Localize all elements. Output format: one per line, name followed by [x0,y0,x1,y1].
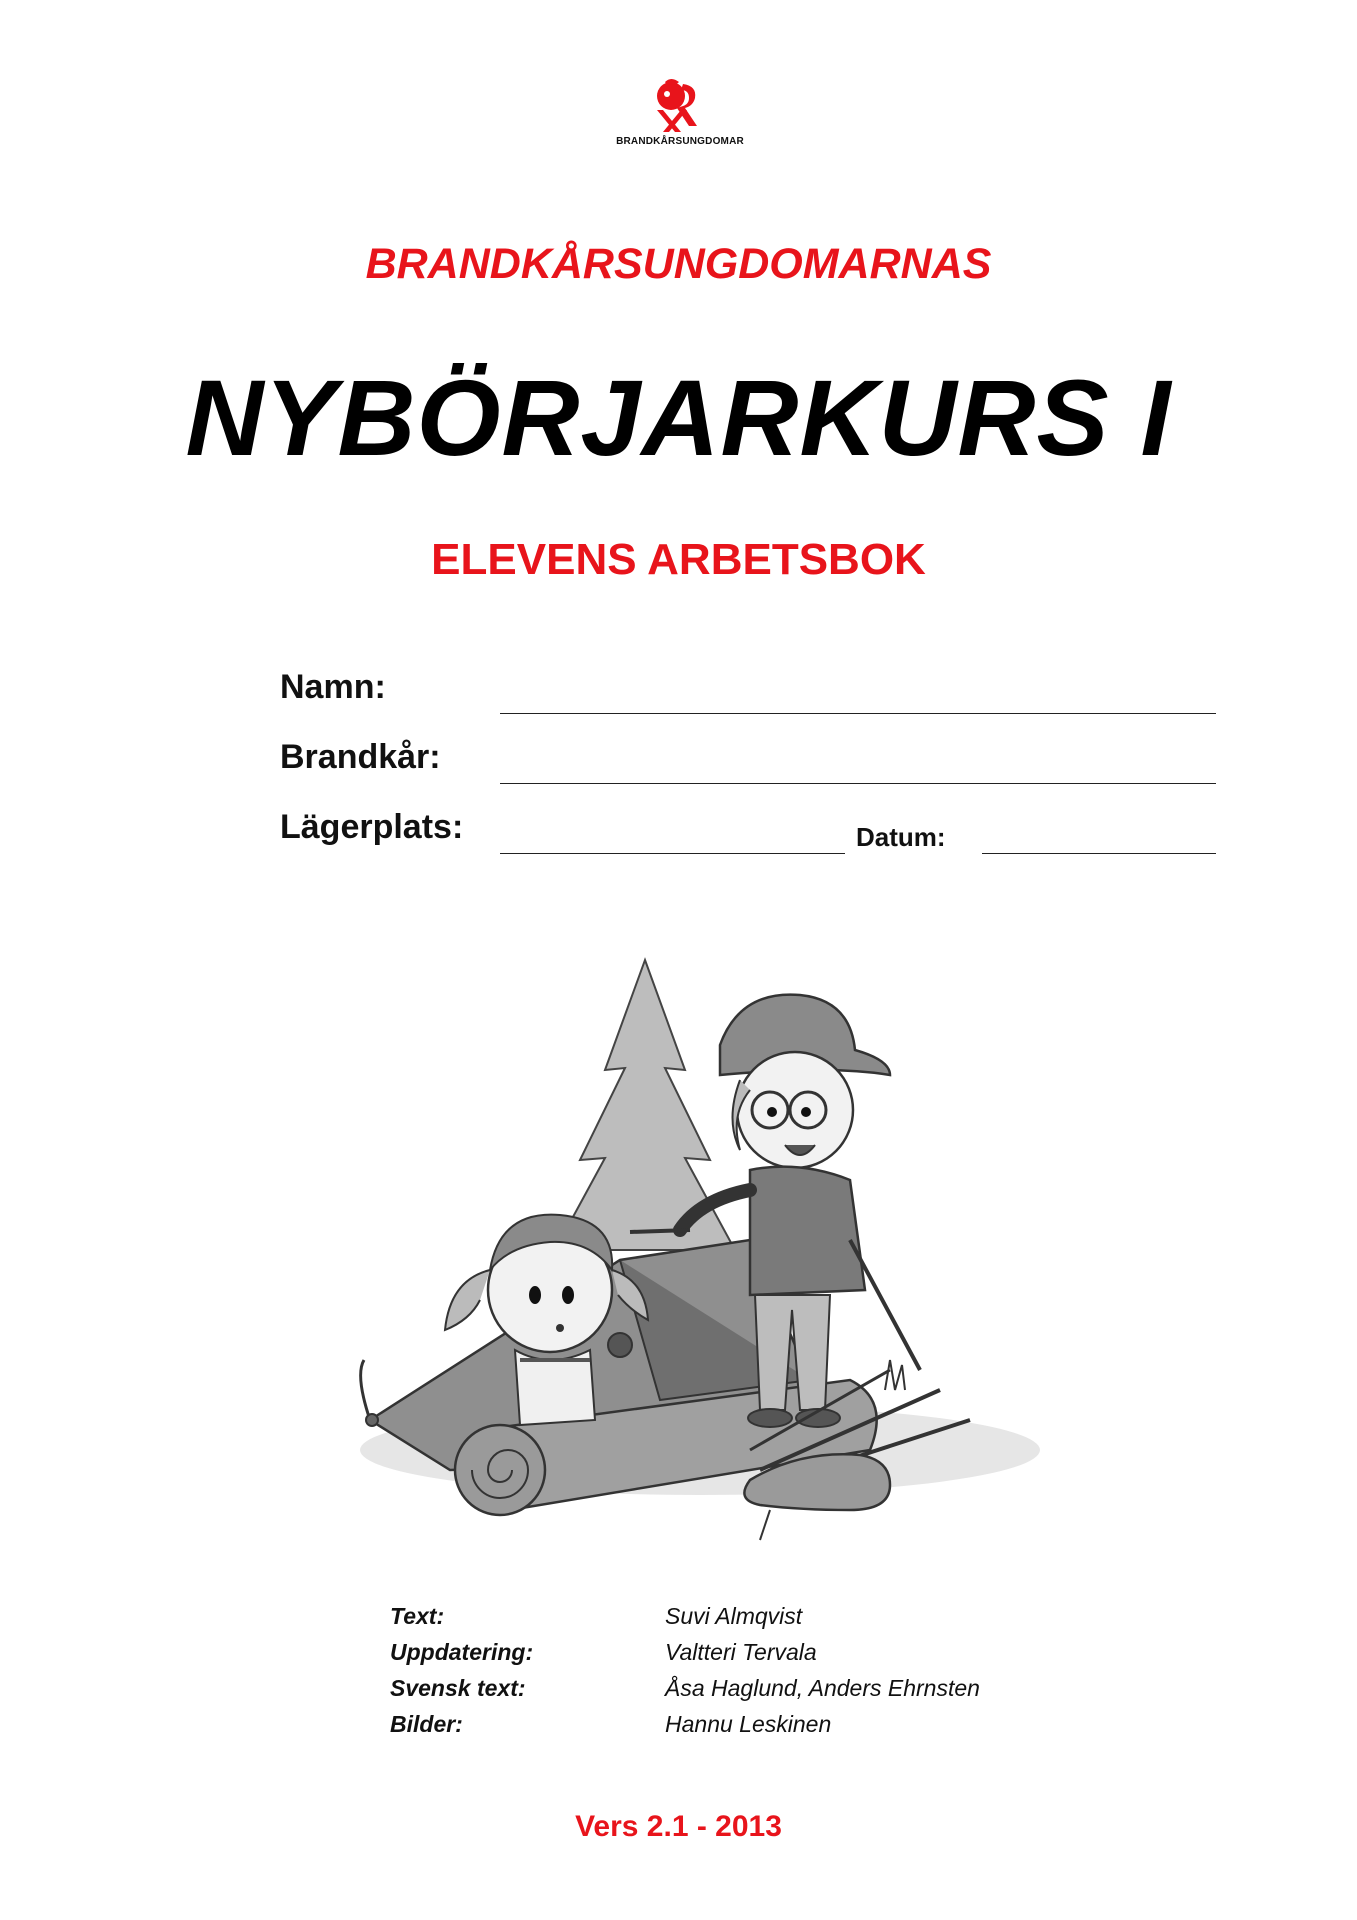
lagerplats-field[interactable] [500,853,845,854]
organization-title: BRANDKÅRSUNGDOMARNAS [365,240,992,288]
name-field[interactable] [500,713,1216,714]
credit-row [390,1670,1090,1706]
credit-name: Valtteri Tervala [665,1638,817,1665]
brand-logo-icon [645,78,715,134]
name-label: Namn: [280,668,386,706]
credits-list [390,1598,1090,1742]
camping-illustration [330,950,1070,1570]
brand-logo-text: BRANDKÅRSUNGDOMAR [616,136,744,147]
credit-name: Hannu Leskinen [665,1710,832,1737]
grass-icon [885,1360,905,1390]
brand-logo [600,78,760,150]
version-label: Vers 2.1 - 2013 [575,1810,782,1843]
credit-role: Text: [390,1602,445,1629]
brandkar-field[interactable] [500,783,1216,784]
credit-role: Svensk text: [390,1674,526,1701]
page-subtitle: ELEVENS ARBETSBOK [431,535,926,584]
credit-row [390,1706,1090,1742]
credit-row [390,1634,1090,1670]
page-title: NYBÖRJARKURS I [185,357,1172,478]
credit-row [390,1598,1090,1634]
brandkar-label: Brandkår: [280,738,441,776]
credit-role: Uppdatering: [390,1638,534,1665]
credit-name: Suvi Almqvist [665,1602,803,1629]
datum-field[interactable] [982,853,1216,854]
datum-label: Datum: [856,822,946,852]
credit-name: Åsa Haglund, Anders Ehrnsten [665,1674,980,1701]
lagerplats-label: Lägerplats: [280,808,464,846]
credit-role: Bilder: [390,1710,463,1737]
